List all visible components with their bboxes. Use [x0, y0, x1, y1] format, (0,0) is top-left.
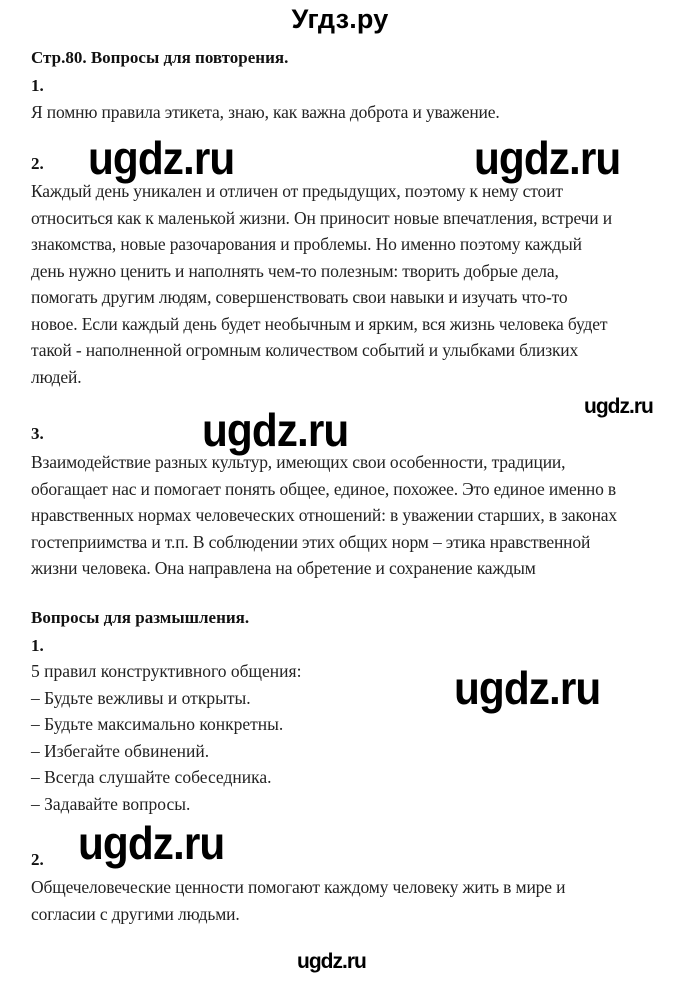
text-line: Я помню правила этикета, знаю, как важна доброта и уважение.	[31, 102, 500, 122]
text-line: знакомства, новые разочарования и проблемы. Но именно поэтому каждый	[31, 234, 582, 254]
section-heading-reflection: Вопросы для размышления.	[31, 608, 250, 627]
question-number: 2.	[31, 850, 44, 869]
text-line: Общечеловеческие ценности помогают каждому человеку жить в мире и	[31, 877, 566, 897]
watermark: ugdz.ru	[78, 817, 225, 869]
watermark: ugdz.ru	[297, 950, 366, 973]
question-number: 3.	[31, 424, 44, 443]
text-line: обогащает нас и помогает понять общее, единое, похожее. Это единое именно в	[31, 478, 617, 499]
watermark: ugdz.ru	[454, 662, 601, 714]
watermark: ugdz.ru	[88, 132, 235, 184]
text-line: гостеприимства и т.п. В соблюдении этих общих норм – этика нравственной	[31, 531, 591, 552]
text-line: нравственных нормах человеческих отношений: в уважении старших, в законах	[31, 505, 617, 525]
text-line: такой - наполненной огромным количеством событий и улыбками близких	[31, 340, 579, 360]
text-line: новое. Если каждый день будет необычным и ярким, вся жизнь человека будет	[31, 313, 608, 334]
answer-paragraph	[31, 449, 661, 582]
site-title: Угдз.ру	[291, 4, 389, 34]
rule-item: – Всегда слушайте собеседника.	[31, 767, 272, 787]
answer-paragraph	[31, 874, 661, 927]
rule-item: – Будьте максимально конкретны.	[31, 714, 284, 734]
text-line: людей.	[31, 366, 82, 387]
answer-paragraph	[31, 178, 661, 390]
text-line: Каждый день уникален и отличен от предыдущих, поэтому к нему стоит	[31, 181, 563, 201]
text-line: согласии с другими людьми.	[31, 903, 240, 924]
text-line: Взаимодействие разных культур, имеющих свои особенности, традиции,	[31, 452, 566, 472]
question-number: 1.	[31, 636, 44, 655]
question-number: 2.	[31, 154, 44, 173]
rule-item: – Задавайте вопросы.	[31, 794, 191, 814]
question-number: 1.	[31, 76, 44, 95]
rule-item: – Избегайте обвинений.	[31, 741, 210, 761]
watermark: ugdz.ru	[202, 404, 349, 456]
rules-intro: 5 правил конструктивного общения:	[31, 661, 302, 681]
section-heading-review: Стр.80. Вопросы для повторения.	[31, 48, 289, 67]
rule-item: – Будьте вежливы и открыты.	[31, 688, 251, 708]
answer-paragraph	[31, 99, 661, 126]
watermark: ugdz.ru	[584, 395, 653, 418]
text-line: относиться как к маленькой жизни. Он приносит новые впечатления, встречи и	[31, 207, 612, 228]
text-line: помогать другим людям, совершенствовать свои навыки и изучать что-то	[31, 287, 568, 307]
watermark: ugdz.ru	[474, 132, 621, 184]
text-line: день нужно ценить и наполнять чем-то полезным: творить добрые дела,	[31, 260, 559, 281]
text-line: жизни человека. Она направлена на обретение и сохранение каждым	[31, 558, 536, 578]
